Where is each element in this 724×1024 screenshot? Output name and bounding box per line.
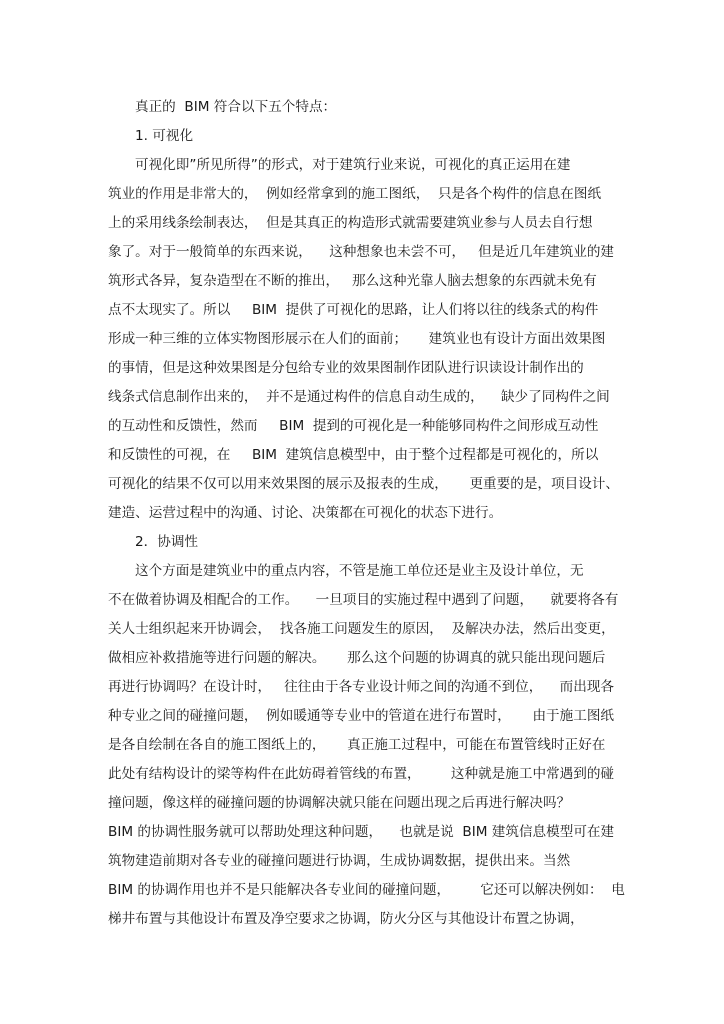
text-line: 上的采用线条绘制表达， 但是其真正的构造形式就需要建筑业参与人员去自行想 <box>108 215 593 231</box>
text-line: 点不太现实了。所以 BIM 提供了可视化的思路，让人们将以往的线条式的构件 <box>108 302 599 318</box>
text-line: 不在做着协调及相配合的工作。 一旦项目的实施过程中遇到了问题， 就要将各有 <box>108 592 619 608</box>
text-line: 的事情，但是这种效果图是分包给专业的效果图制作团队进行识读设计制作出的 <box>108 360 584 376</box>
text-line: 真正的 BIM 符合以下五个特点： <box>135 99 337 115</box>
text-line: BIM 的协调作用也并不是只能解决各专业间的碰撞问题， 它还可以解决例如： 电 <box>108 882 625 898</box>
text-line: 线条式信息制作出来的， 并不是通过构件的信息自动生成的， 缺少了同构件之间 <box>108 389 610 405</box>
text-line: 象了。对于一般简单的东西来说， 这种想象也未尝不可， 但是近几年建筑业的建 <box>108 244 615 260</box>
text-line: 再进行协调吗？在设计时， 往往由于各专业设计师之间的沟通不到位， 而出现各 <box>108 679 615 695</box>
text-line: 撞问题，像这样的碰撞问题的协调解决就只能在问题出现之后再进行解决吗？ <box>108 795 571 811</box>
text-line: 形成一种三维的立体实物图形展示在人们的面前； 建筑业也有设计方面出效果图 <box>108 331 606 347</box>
text-line: 筑物建造前期对各专业的碰撞问题进行协调，生成协调数据，提供出来。当然 <box>108 853 571 869</box>
text-line: 此处有结构设计的梁等构件在此妨碍着管线的布置， 这种就是施工中常遇到的碰 <box>108 766 615 782</box>
text-line: 建造、运营过程中的沟通、讨论、决策都在可视化的状态下进行。 <box>108 505 503 521</box>
text-line: 梯井布置与其他设计布置及净空要求之协调，防火分区与其他设计布置之协调， <box>108 911 584 927</box>
text-line: 和反馈性的可视，在 BIM 建筑信息模型中，由于整个过程都是可视化的，所以 <box>108 447 599 463</box>
text-line: 做相应补救措施等进行问题的解决。 那么这个问题的协调真的就只能出现问题后 <box>108 650 606 666</box>
text-line: 筑形式各异，复杂造型在不断的推出， 那么这种光靠人脑去想象的东西就未免有 <box>108 273 597 289</box>
text-line: 种专业之间的碰撞问题， 例如暖通等专业中的管道在进行布置时， 由于施工图纸 <box>108 708 615 724</box>
text-line: BIM 的协调性服务就可以帮助处理这种问题， 也就是说 BIM 建筑信息模型可在建 <box>108 824 615 840</box>
section-heading: 1. 可视化 <box>135 128 194 144</box>
text-line: 可视化的结果不仅可以用来效果图的展示及报表的生成， 更重要的是，项目设计、 <box>108 476 619 492</box>
text-line: 这个方面是建筑业中的重点内容，不管是施工单位还是业主及设计单位，无 <box>135 563 584 579</box>
text-line: 关人士组织起来开协调会， 找各施工问题发生的原因， 及解决办法，然后出变更， <box>108 621 615 637</box>
text-line: 筑业的作用是非常大的， 例如经常拿到的施工图纸， 只是各个构件的信息在图纸 <box>108 186 602 202</box>
text-line: 是各自绘制在各自的施工图纸上的， 真正施工过程中，可能在布置管线时正好在 <box>108 737 606 753</box>
text-line: 的互动性和反馈性，然而 BIM 提到的可视化是一种能够同构件之间形成互动性 <box>108 418 599 434</box>
text-line: 可视化即”所见所得”的形式，对于建筑行业来说，可视化的真正运用在建 <box>135 157 571 173</box>
section-heading: 2．协调性 <box>135 534 199 550</box>
